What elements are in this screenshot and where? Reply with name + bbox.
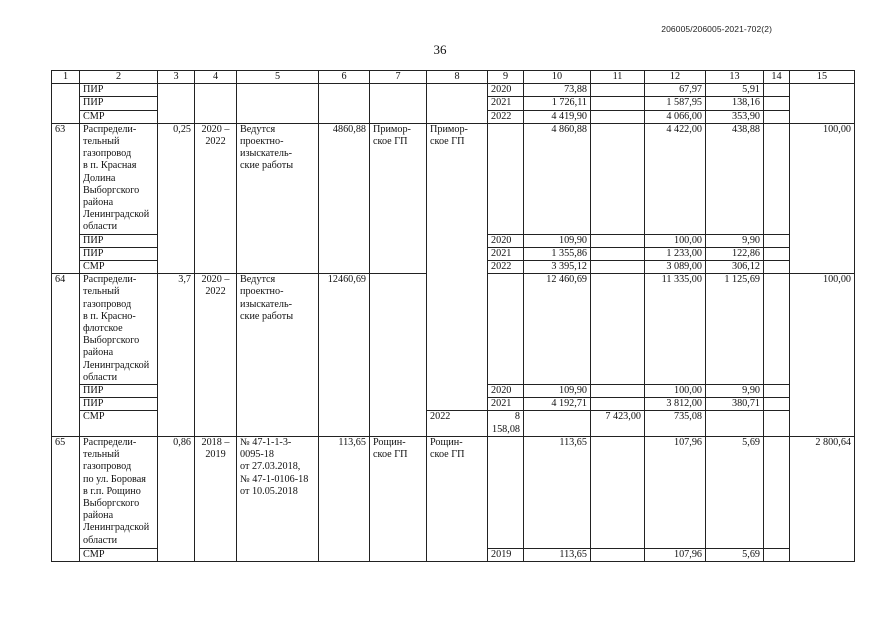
project-status: Ведутся проектно- изыскатель- ские работы — [237, 274, 319, 437]
local-cell: 122,86 — [706, 247, 764, 260]
federal-cell: 11 335,00 — [645, 274, 706, 385]
capacity-cell: 2 800,64 — [790, 436, 855, 561]
project-name: Распредели- тельный газопровод в п. Красная Долина Выборгского района Ленинградской области — [80, 123, 158, 234]
total-cell: 4 860,88 — [524, 123, 591, 234]
column-header: 14 — [764, 71, 790, 84]
project-years: 2020 – 2022 — [195, 123, 237, 273]
customer-cell: Рощин- ское ГП — [427, 436, 488, 561]
year-cell: 2022 — [427, 411, 488, 436]
project-number: 64 — [52, 274, 80, 437]
work-type: СМР — [80, 261, 158, 274]
local-cell: 380,71 — [706, 398, 764, 411]
federal-cell: 4 066,00 — [645, 110, 706, 123]
work-type: СМР — [80, 548, 158, 561]
work-type: ПИР — [80, 97, 158, 110]
year-cell: 2020 — [488, 385, 524, 398]
work-type: ПИР — [80, 398, 158, 411]
column-header: 5 — [237, 71, 319, 84]
local-cell: 353,90 — [706, 110, 764, 123]
project-length: 0,86 — [158, 436, 195, 561]
work-type: СМР — [80, 411, 158, 436]
capacity-cell: 100,00 — [790, 274, 855, 437]
column-header: 3 — [158, 71, 195, 84]
project-status: № 47-1-1-3- 0095-18 от 27.03.2018, № 47-1-0106-18 от 10.05.2018 — [237, 436, 319, 561]
year-cell: 2019 — [488, 548, 524, 561]
year-cell: 2020 — [488, 234, 524, 247]
column-header: 1 — [52, 71, 80, 84]
federal-cell: 107,96 — [645, 436, 706, 548]
total-cell: 12 460,69 — [524, 274, 591, 385]
year-cell: 2020 — [488, 84, 524, 97]
local-cell: 5,69 — [706, 436, 764, 548]
total-cell: 4 192,71 — [524, 398, 591, 411]
total-cell: 109,90 — [524, 234, 591, 247]
total-cell: 113,65 — [524, 548, 591, 561]
federal-cell: 1 587,95 — [645, 97, 706, 110]
column-header: 9 — [488, 71, 524, 84]
project-years: 2020 – 2022 — [195, 274, 237, 437]
local-cell: 1 125,69 — [706, 274, 764, 385]
project-row — [52, 123, 855, 234]
year-cell: 2021 — [488, 398, 524, 411]
project-cost: 12460,69 — [319, 274, 370, 437]
total-cell: 109,90 — [524, 385, 591, 398]
total-cell: 113,65 — [524, 436, 591, 548]
federal-cell: 3 812,00 — [645, 398, 706, 411]
project-name: Распредели- тельный газопровод по ул. Боровая в г.п. Рощино Выборгского района Ленинградской области — [80, 436, 158, 548]
project-status: Ведутся проектно- изыскатель- ские работы — [237, 123, 319, 273]
total-cell: 1 726,11 — [524, 97, 591, 110]
table-row — [52, 84, 855, 97]
column-header: 8 — [427, 71, 488, 84]
project-number: 63 — [52, 123, 80, 273]
municipality-cell: Рощин- ское ГП — [370, 436, 427, 561]
column-header: 7 — [370, 71, 427, 84]
work-type: ПИР — [80, 247, 158, 260]
total-cell: 8 158,08 — [488, 411, 524, 436]
project-years: 2018 – 2019 — [195, 436, 237, 561]
total-cell: 4 419,90 — [524, 110, 591, 123]
local-cell: 5,91 — [706, 84, 764, 97]
total-cell: 73,88 — [524, 84, 591, 97]
column-header: 10 — [524, 71, 591, 84]
municipality-cell — [370, 274, 427, 437]
federal-cell: 67,97 — [645, 84, 706, 97]
federal-cell: 7 423,00 — [591, 411, 645, 436]
column-header: 12 — [645, 71, 706, 84]
page-number: 36 — [433, 42, 447, 57]
federal-cell: 100,00 — [645, 234, 706, 247]
column-header-row — [52, 71, 855, 84]
column-header: 2 — [80, 71, 158, 84]
document-id: 206005/206005-2021-702(2) — [661, 24, 772, 34]
project-length: 3,7 — [158, 274, 195, 437]
municipality-cell: Примор- ское ГП — [370, 123, 427, 273]
local-cell: 9,90 — [706, 234, 764, 247]
capacity-cell: 100,00 — [790, 123, 855, 273]
work-type: ПИР — [80, 385, 158, 398]
local-cell: 438,88 — [706, 123, 764, 234]
total-cell: 1 355,86 — [524, 247, 591, 260]
column-header: 15 — [790, 71, 855, 84]
federal-cell: 4 422,00 — [645, 123, 706, 234]
year-cell: 2021 — [488, 97, 524, 110]
work-type: ПИР — [80, 234, 158, 247]
local-cell: 138,16 — [706, 97, 764, 110]
column-header: 4 — [195, 71, 237, 84]
column-header: 6 — [319, 71, 370, 84]
local-cell: 306,12 — [706, 261, 764, 274]
federal-cell: 3 089,00 — [645, 261, 706, 274]
work-type: ПИР — [80, 84, 158, 97]
federal-cell: 107,96 — [645, 548, 706, 561]
local-cell: 5,69 — [706, 548, 764, 561]
year-cell: 2022 — [488, 110, 524, 123]
project-name: Распредели- тельный газопровод в п. Красно- флотское Выборгского района Ленинградской области — [80, 274, 158, 385]
work-type: СМР — [80, 110, 158, 123]
column-header: 11 — [591, 71, 645, 84]
project-length: 0,25 — [158, 123, 195, 273]
federal-cell: 1 233,00 — [645, 247, 706, 260]
local-cell: 9,90 — [706, 385, 764, 398]
column-header: 13 — [706, 71, 764, 84]
total-cell: 3 395,12 — [524, 261, 591, 274]
project-cost: 113,65 — [319, 436, 370, 561]
year-cell: 2022 — [488, 261, 524, 274]
year-cell: 2021 — [488, 247, 524, 260]
project-row — [52, 436, 855, 548]
customer-cell: Примор- ское ГП — [427, 123, 488, 411]
project-cost: 4860,88 — [319, 123, 370, 273]
project-number: 65 — [52, 436, 80, 561]
federal-cell: 100,00 — [645, 385, 706, 398]
projects-table — [51, 70, 855, 562]
local-cell: 735,08 — [645, 411, 706, 436]
